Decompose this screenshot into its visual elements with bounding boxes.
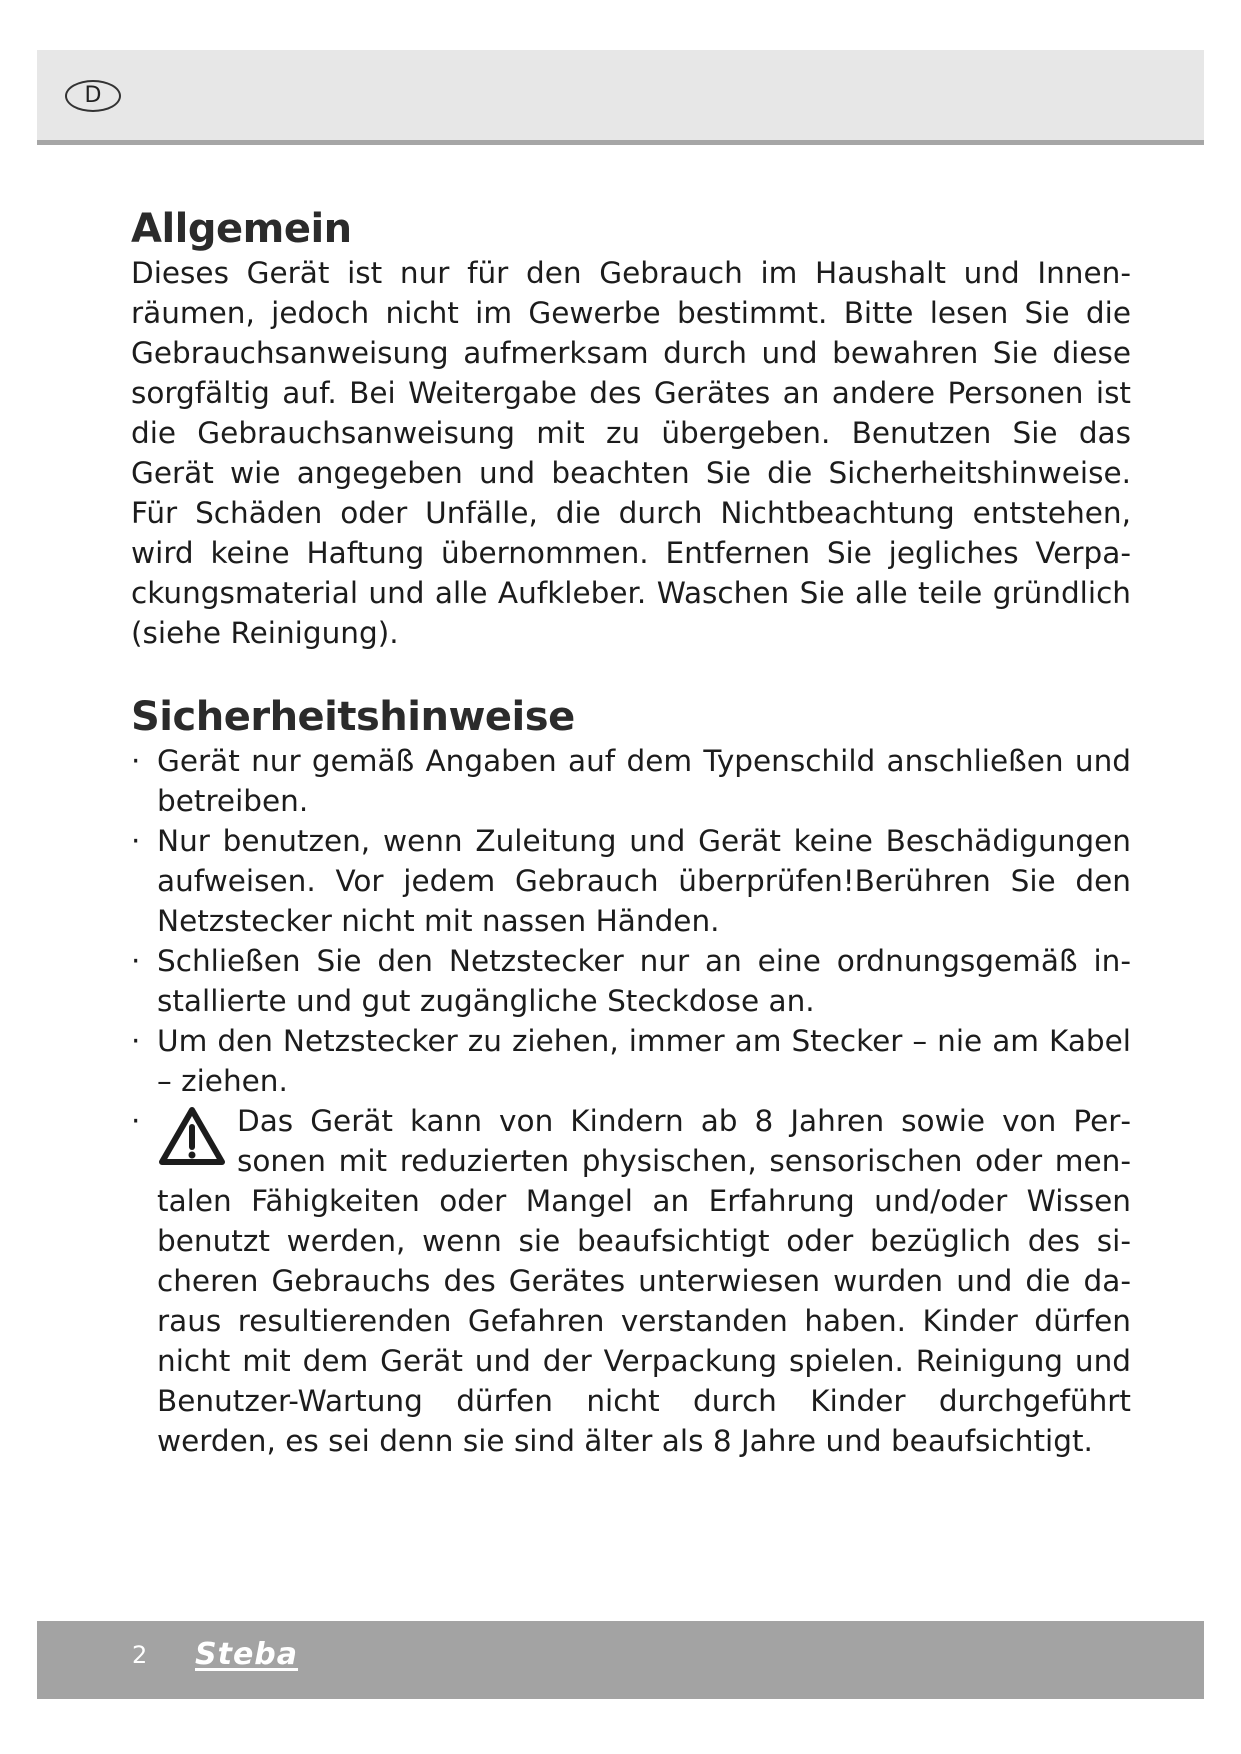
list-item-text: Schließen Sie den Netzstecker nur an eine ordnungsgemäß installierte und gut zugängliche Steckdose an.	[157, 944, 1131, 1018]
list-item-text: Das Gerät kann von Kindern ab 8 Jahren sowie von Personen mit reduzierten physischen, sensorischen oder mentalen Fähigkeiten oder Mangel an Erfahrung und/oder Wissen benutzt werden, wenn sie beaufsichtigt oder bezüglich des sicheren Gebrauchs des Gerätes unterwiesen wurden und die daraus resultierenden Gefahren verstanden haben. Kinder dürfen nicht mit dem Gerät und der Verpackung spielen. Reinigung und Benutzer-Wartung dürfen nicht durch Kinder durchgeführt werden, es sei denn sie sind älter als 8 Jahre und beaufsichtigt.	[157, 1104, 1131, 1458]
bullet-dot: ·	[131, 1104, 141, 1138]
list-item-text: Nur benutzen, wenn Zuleitung und Gerät keine Beschädigungen aufweisen. Vor jedem Gebrauch überprüfen!Berühren Sie den Netzstecker nicht mit nassen Händen.	[157, 824, 1131, 938]
list-item	[131, 741, 1131, 821]
list-item	[131, 941, 1131, 1021]
language-badge: D	[65, 80, 121, 112]
page-number: 2	[132, 1641, 148, 1669]
section-general	[131, 205, 1131, 653]
section-title-general: Allgemein	[131, 206, 352, 252]
safety-list	[131, 741, 1131, 1461]
list-item	[131, 821, 1131, 941]
list-item	[131, 1101, 1131, 1461]
section-title-safety: Sicherheitshinweise	[131, 694, 575, 740]
warning-triangle-icon	[157, 1105, 227, 1167]
list-item	[131, 1021, 1131, 1101]
brand-logo: Steba	[195, 1637, 299, 1672]
bullet-dot: ·	[131, 1024, 141, 1058]
bullet-dot: ·	[131, 944, 141, 978]
list-item-text: Um den Netzstecker zu ziehen, immer am Stecker – nie am Kabel – ziehen.	[157, 1024, 1131, 1098]
general-paragraph: Dieses Gerät ist nur für den Gebrauch im Haushalt und Innenräumen, jedoch nicht im Gewerbe bestimmt. Bitte lesen Sie die Gebrauchsanweisung aufmerksam durch und bewahren Sie diese sorgfältig auf. Bei Weitergabe des Gerätes an andere Personen ist die Gebrauchsanweisung mit zu übergeben. Benutzen Sie das Gerät wie angegeben und beachten Sie die Sicherheitshinweise. Für Schäden oder Unfälle, die durch Nichtbeachtung entstehen, wird keine Haftung übernommen. Entfernen Sie jegliches Verpackungsmaterial und alle Aufkleber. Waschen Sie alle teile gründlich (siehe Reinigung).	[131, 256, 1131, 650]
page-header	[37, 50, 1204, 145]
section-safety	[131, 693, 1131, 1461]
page-content	[131, 205, 1131, 1461]
page-footer	[37, 1621, 1204, 1699]
bullet-dot: ·	[131, 744, 141, 778]
bullet-dot: ·	[131, 824, 141, 858]
list-item-text: Gerät nur gemäß Angaben auf dem Typenschild anschließen und betreiben.	[157, 744, 1131, 818]
